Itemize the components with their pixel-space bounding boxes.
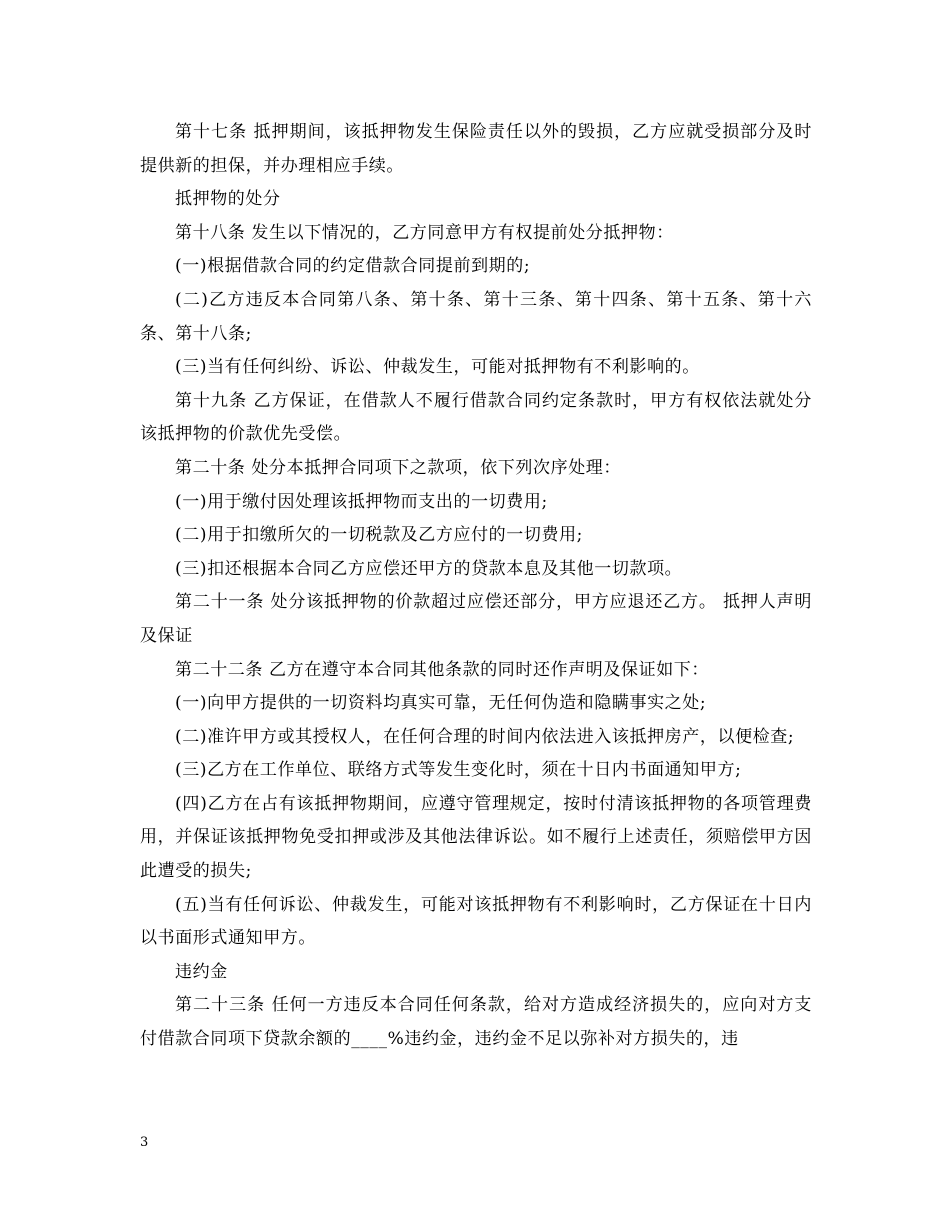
list-item: (二)乙方违反本合同第八条、第十条、第十三条、第十四条、第十五条、第十六条、第十八条; [140, 289, 812, 344]
paragraph-article-17: 第十七条 抵押期间，该抵押物发生保险责任以外的毁损，乙方应就受损部分及时提供新的担保，并办理相应手续。 [140, 122, 812, 176]
paragraph-article-22: 第二十二条 乙方在遵守本合同其他条款的同时还作声明及保证如下： [175, 659, 710, 680]
list-item: (三)当有任何纠纷、诉讼、仲裁发生，可能对抵押物有不利影响的。 [175, 357, 700, 378]
paragraph-article-23: 第二十三条 任何一方违反本合同任何条款，给对方造成经济损失的，应向对方支付借款合同项下贷款余额的____%违约金，违约金不足以弥补对方损失的，违 [140, 995, 812, 1050]
paragraph-article-19: 第十九条 乙方保证，在借款人不履行借款合同约定条款时，甲方有权依法就处分该抵押物的价款优先受偿。 [140, 390, 812, 445]
page-number: 3 [140, 1135, 149, 1150]
list-item: (三)乙方在工作单位、联络方式等发生变化时，须在十日内书面通知甲方; [175, 760, 742, 781]
list-item: (一)向甲方提供的一切资料均真实可靠，无任何伪造和隐瞒事实之处; [175, 693, 707, 714]
list-item: (一)根据借款合同的约定借款合同提前到期的; [175, 256, 531, 277]
list-item: (二)用于扣缴所欠的一切税款及乙方应付的一切费用; [175, 525, 583, 546]
document-body [140, 116, 812, 1057]
list-item: (二)准许甲方或其授权人，在任何合理的时间内依法进入该抵押房产，以便检查; [175, 726, 795, 747]
list-item: (四)乙方在占有该抵押物期间，应遵守管理规定，按时付清该抵押物的各项管理费用，并保证该抵押物免受扣押或涉及其他法律诉讼。如不履行上述责任，须赔偿甲方因此遭受的损失; [140, 793, 812, 882]
paragraph-article-21: 第二十一条 处分该抵押物的价款超过应偿还部分，甲方应退还乙方。 抵押人声明及保证 [140, 592, 812, 646]
list-item: (一)用于缴付因处理该抵押物而支出的一切费用; [175, 491, 548, 512]
paragraph-article-20: 第二十条 处分本抵押合同项下之款项，依下列次序处理： [175, 457, 622, 478]
list-item: (三)扣还根据本合同乙方应偿还甲方的贷款本息及其他一切款项。 [175, 558, 683, 579]
list-item: (五)当有任何诉讼、仲裁发生，可能对该抵押物有不利影响时，乙方保证在十日内以书面形式通知甲方。 [140, 894, 812, 949]
paragraph-article-18: 第十八条 发生以下情况的，乙方同意甲方有权提前处分抵押物： [175, 222, 674, 243]
section-heading-penalty: 违约金 [175, 961, 228, 982]
section-heading-disposal: 抵押物的处分 [175, 189, 281, 210]
